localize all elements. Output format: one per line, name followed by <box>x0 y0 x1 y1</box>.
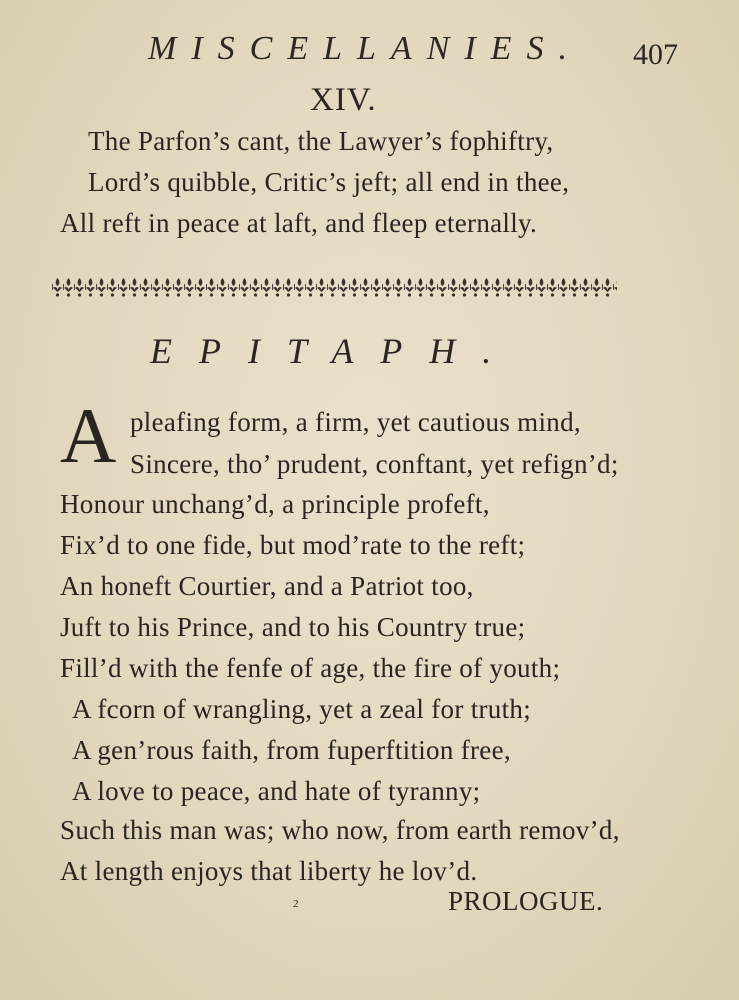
verse-line: Fix’d to one fide, but mod’rate to the reft; <box>60 530 526 560</box>
epitaph-title: EPITAPH. <box>150 331 519 371</box>
verse-line: Honour unchang’d, a principle profeft, <box>60 489 490 519</box>
verse-line: pleafing form, a firm, yet cautious mind, <box>130 407 581 437</box>
fleuron-ornament-rule <box>52 276 617 298</box>
verse-line: A fcorn of wrangling, yet a zeal for truth; <box>72 694 531 724</box>
drop-cap: A <box>60 392 117 479</box>
verse-line: Lord’s quibble, Critic’s jeft; all end in thee, <box>88 167 570 197</box>
signature-mark: 2 <box>293 898 299 910</box>
verse-line: A love to peace, and hate of tyranny; <box>72 776 481 806</box>
verse-line: Juft to his Prince, and to his Country true; <box>60 612 526 642</box>
verse-line: The Parfon’s cant, the Lawyer’s fophiftry, <box>88 126 554 156</box>
verse-line: Sincere, tho’ prudent, conftant, yet refign’d; <box>130 449 619 479</box>
verse-line: Fill’d with the fenfe of age, the fire of youth; <box>60 653 561 683</box>
verse-line: Such this man was; who now, from earth remov’d, <box>60 815 620 845</box>
verse-line: All reft in peace at laft, and fleep eternally. <box>60 208 538 238</box>
section-numeral: XIV. <box>310 82 377 118</box>
page-number: 407 <box>633 38 678 71</box>
running-head: MISCELLANIES. <box>148 30 582 67</box>
verse-line: At length enjoys that liberty he lov’d. <box>60 856 478 886</box>
catchword: PROLOGUE. <box>448 886 604 916</box>
verse-line: An honeft Courtier, and a Patriot too, <box>60 571 474 601</box>
verse-line: A gen’rous faith, from fuperftition free, <box>72 735 511 765</box>
